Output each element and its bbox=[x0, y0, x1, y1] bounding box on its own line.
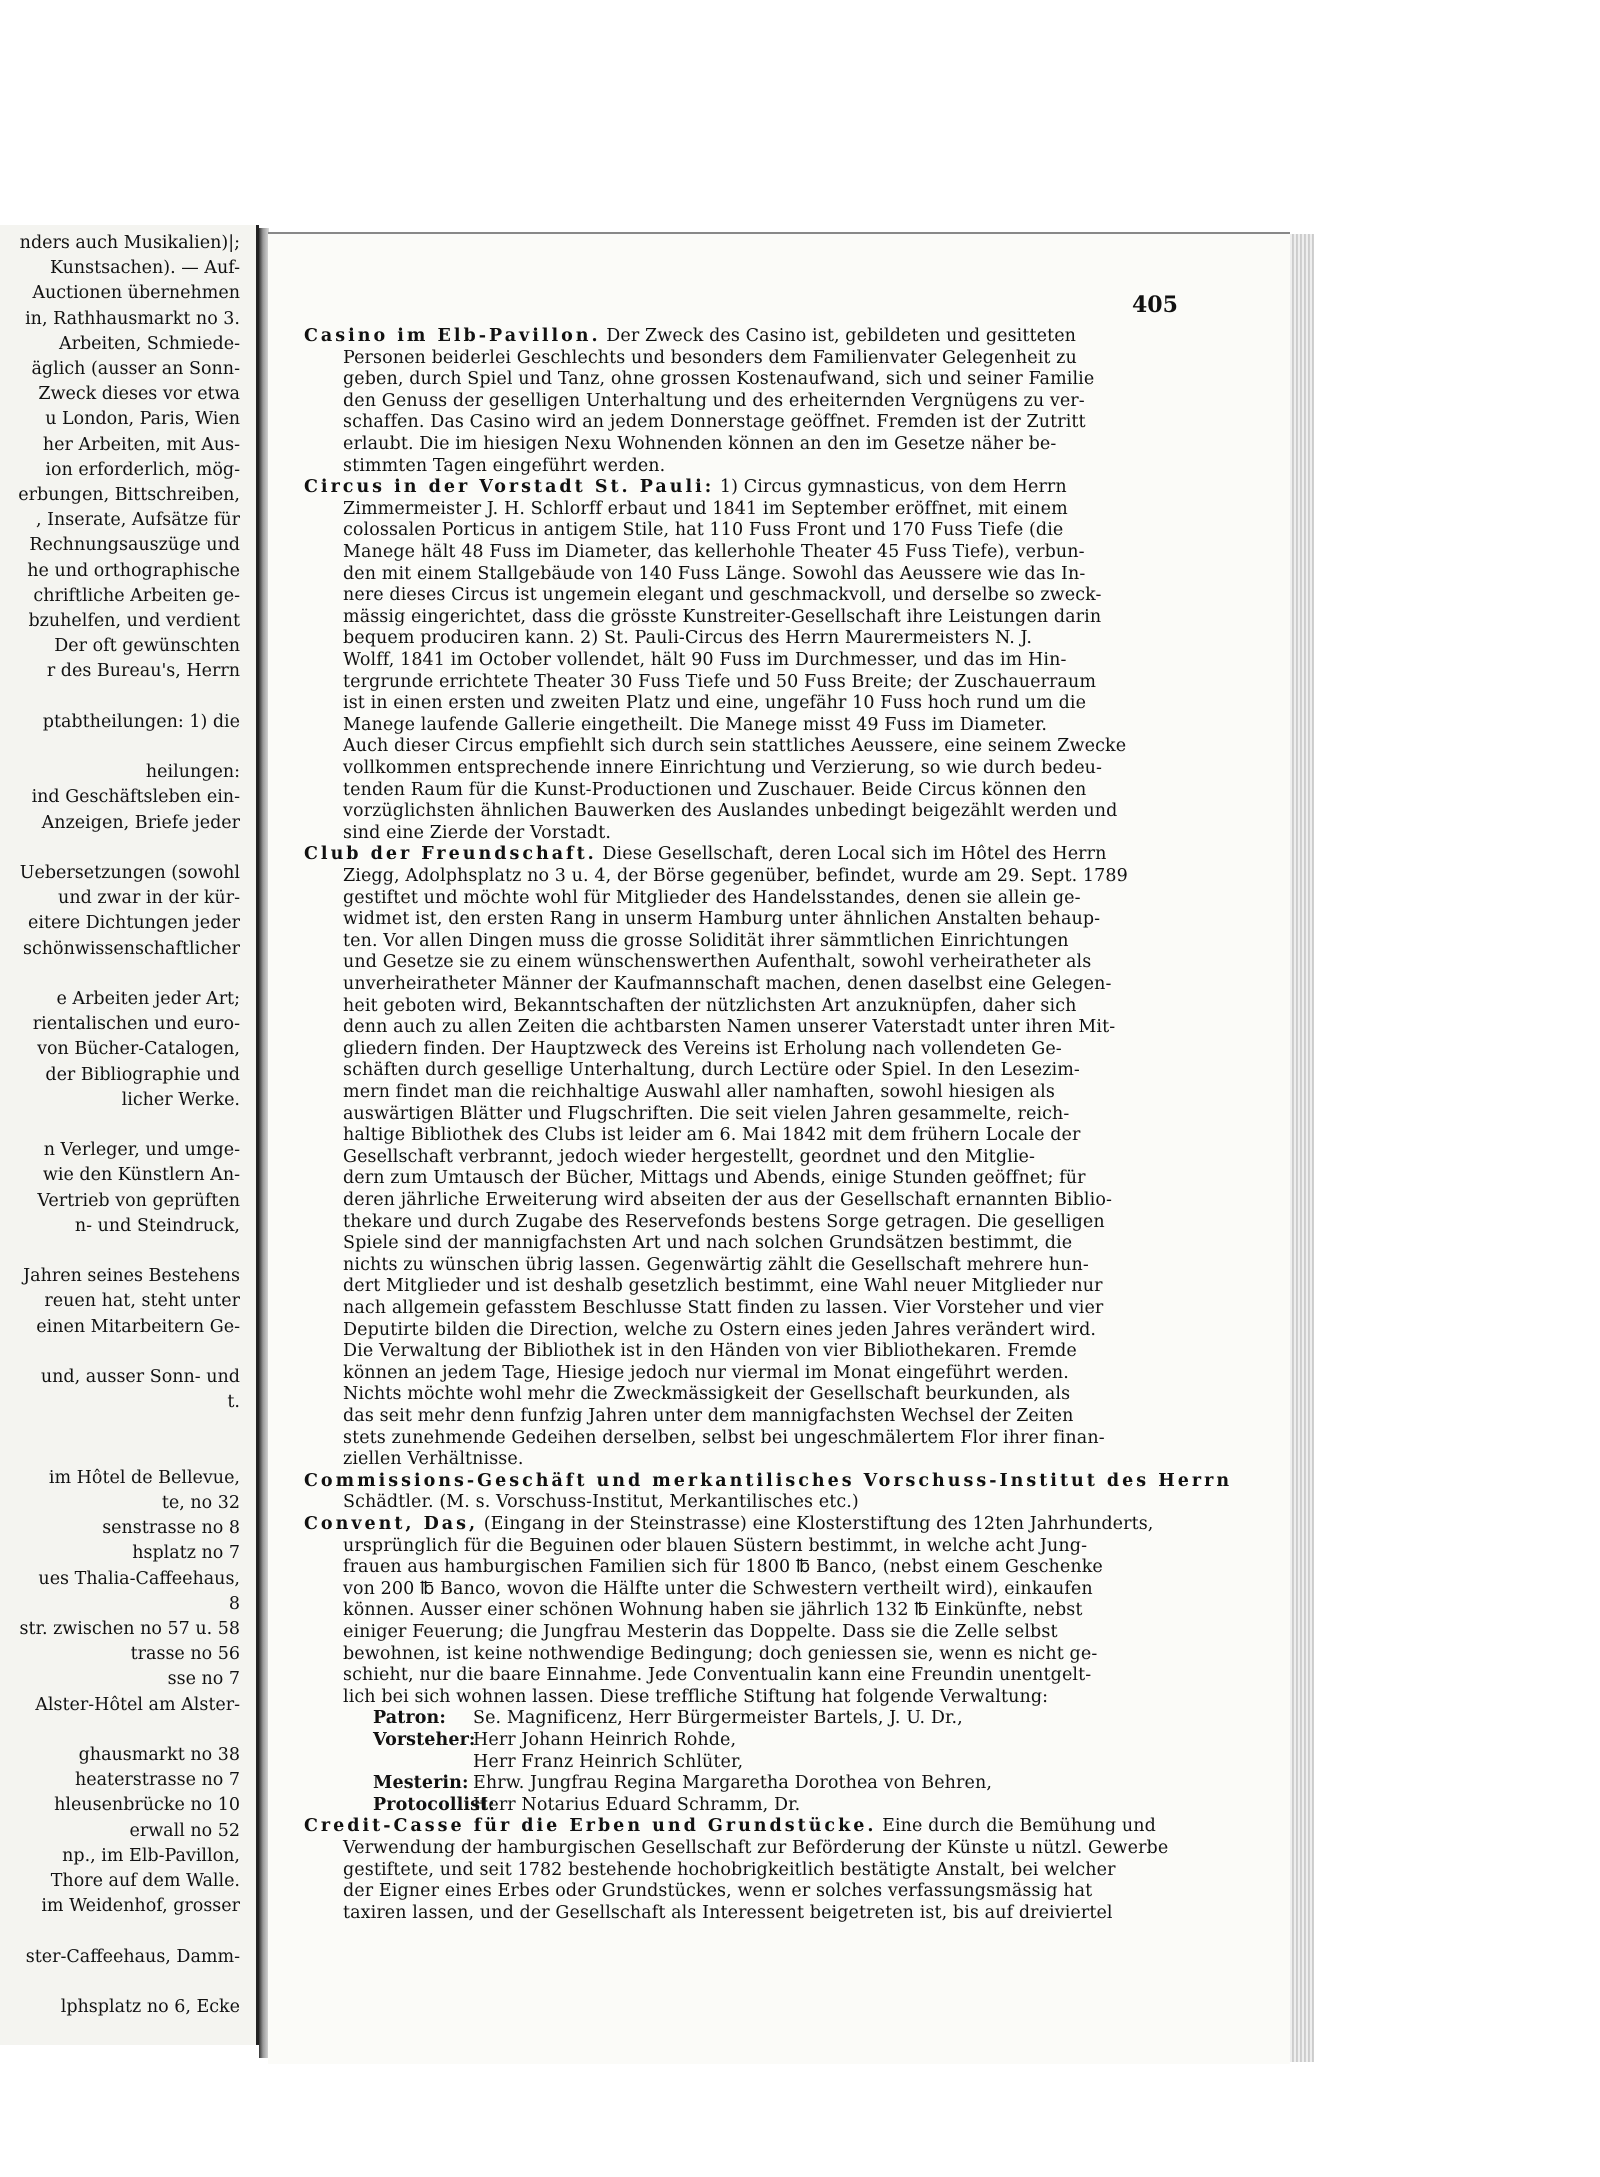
entry-text: gestiftete, und seit 1782 bestehende hochobrigkeitlich bestätigte Anstalt, bei welcher bbox=[343, 1859, 1116, 1880]
left-text-line: hsplatz no 7 bbox=[132, 1543, 240, 1564]
body-text-line bbox=[343, 1233, 1072, 1254]
body-text-line bbox=[343, 434, 1056, 455]
entry-text: bequem produciren kann. 2) St. Pauli-Circus des Herrn Maurermeisters N. J. bbox=[343, 628, 1032, 649]
entry-text: stets zunehmende Gedeihen derselben, selbst bei ungeschmälertem Flor ihrer finan- bbox=[343, 1427, 1105, 1448]
entry-text: Zimmermeister J. H. Schlorff erbaut und 1841 im September eröffnet, mit einem bbox=[343, 498, 1068, 519]
left-text-line: und, ausser Sonn- und bbox=[40, 1367, 240, 1387]
body-text-line bbox=[343, 693, 1086, 714]
body-text-line bbox=[343, 996, 1076, 1017]
body-text-line bbox=[343, 1039, 1062, 1060]
entry-text: Auch dieser Circus empfiehlt sich durch sein stattliches Aeussere, eine seinem Zwecke bbox=[343, 736, 1127, 757]
entry-text: der Eigner eines Erbes oder Grundstückes, wenn er solches verfassungsmässig hat bbox=[343, 1881, 1093, 1902]
entry-text: schäften durch gesellige Unterhaltung, durch Lectüre oder Spiel. In den Lesezim- bbox=[343, 1060, 1080, 1081]
body-text-line bbox=[343, 1363, 1069, 1384]
entry-text: sind eine Zierde der Vorstadt. bbox=[343, 822, 612, 843]
left-text-line: heilungen: bbox=[145, 762, 240, 783]
left-text-line: str. zwischen no 57 u. 58 bbox=[19, 1619, 240, 1639]
body-text-line bbox=[343, 1492, 859, 1513]
entry-text: thekare und durch Zugabe des Reservefonds bestens Sorge getragen. Die geselligen bbox=[343, 1211, 1105, 1232]
left-text-line: u London, Paris, Wien bbox=[45, 409, 240, 430]
entry-text: gliedern finden. Der Hauptzweck des Vereins ist Erholung nach vollendeten Ge- bbox=[343, 1038, 1062, 1059]
entry-text: Wolff, 1841 im October vollendet, hält 90 Fuss im Durchmesser, und das im Hin- bbox=[343, 650, 1067, 670]
body-text-line bbox=[343, 1903, 1113, 1924]
body-text-line bbox=[343, 1795, 800, 1816]
entry-text: nere dieses Circus ist ungemein elegant und geschmackvoll, und derselbe so zweck- bbox=[343, 585, 1102, 606]
body-text-line bbox=[343, 888, 1081, 909]
body-text-line bbox=[343, 823, 611, 844]
body-text-line bbox=[343, 758, 1102, 779]
body-text-line bbox=[343, 1687, 1048, 1708]
body-text-line bbox=[343, 542, 1085, 563]
entry-text: dern zum Umtausch der Bücher, Mittags und Abends, einige Stunden geöffnet; für bbox=[343, 1168, 1086, 1189]
body-text-line bbox=[343, 456, 665, 477]
body-text-line bbox=[343, 1406, 1073, 1427]
body-text-line bbox=[343, 1190, 1112, 1211]
entry-text: mern findet man die reichhaltige Auswahl aller namhaften, sowohl hiesigen als bbox=[343, 1082, 1055, 1102]
entry-text: ten. Vor allen Dingen muss die grosse Solidität ihrer sämmtlichen Einrichtungen bbox=[343, 930, 1069, 951]
body-text-line bbox=[343, 1147, 1035, 1168]
left-text-line: im Weidenhof, grosser bbox=[41, 1896, 240, 1917]
entry-text: heit geboten wird, Bekanntschaften der nützlichsten Art anzuknüpfen, daher sich bbox=[343, 995, 1077, 1016]
entry-text: tergrunde errichtete Theater 30 Fuss Tiefe und 50 Fuss Breite; der Zuschauerraum bbox=[343, 671, 1097, 692]
right-page bbox=[268, 232, 1290, 2064]
left-text-line: erwall no 52 bbox=[129, 1820, 240, 1841]
body-text-line bbox=[343, 1600, 1083, 1621]
left-text-line: der Bibliographie und bbox=[45, 1064, 240, 1085]
body-text-line bbox=[343, 1017, 1115, 1038]
office-label: Vorsteher: bbox=[373, 1730, 476, 1750]
office-label: Patron: bbox=[373, 1708, 446, 1729]
entry-text: lich bei sich wohnen lassen. Diese treffliche Stiftung hat folgende Verwaltung: bbox=[343, 1686, 1049, 1707]
entry-text: tenden Raum für die Kunst-Productionen und Zuschauer. Beide Circus können den bbox=[343, 779, 1087, 800]
left-text-line: Anzeigen, Briefe jeder bbox=[41, 812, 240, 833]
left-text-line: von Bücher-Catalogen, bbox=[37, 1039, 240, 1060]
entry-text: Diese Gesellschaft, deren Local sich im Hôtel des Herrn bbox=[596, 844, 1107, 865]
entry-text: Ehrw. Jungfrau Regina Margaretha Dorothea von Behren, bbox=[473, 1773, 993, 1794]
entry-text: Der Zweck des Casino ist, gebildeten und gesitteten bbox=[600, 326, 1077, 346]
body-text-line bbox=[343, 499, 1068, 520]
left-text-line: Uebersetzungen (sowohl bbox=[19, 863, 240, 883]
left-text-line: reuen hat, steht unter bbox=[44, 1291, 240, 1312]
entry-heading: Credit-Casse für die Erben und Grundstücke. bbox=[304, 1816, 877, 1837]
entry-text: schieht, nur die baare Einnahme. Jede Conventualin kann eine Freundin unentgelt- bbox=[343, 1665, 1092, 1686]
entry-heading: Club der Freundschaft. bbox=[304, 844, 597, 865]
left-text-line: her Arbeiten, mit Aus- bbox=[42, 434, 240, 455]
entry-heading: Commissions-Geschäft und merkantilisches Vorschuss-Institut des Herrn bbox=[304, 1470, 1233, 1491]
body-text-line bbox=[343, 1881, 1092, 1902]
left-text-line: im Hôtel de Bellevue, bbox=[48, 1467, 240, 1488]
office-label: Mesterin: bbox=[373, 1773, 469, 1794]
left-text-line: Alster-Hôtel am Alster- bbox=[35, 1694, 240, 1715]
entry-text: Manege laufende Gallerie eingetheilt. Die Manege misst 49 Fuss im Diameter. bbox=[343, 714, 1048, 735]
left-text-line: in, Rathhausmarkt no 3. bbox=[25, 308, 240, 329]
left-text-line: e Arbeiten jeder Art; bbox=[56, 989, 240, 1009]
body-text-line bbox=[343, 1838, 1168, 1859]
body-text-line bbox=[343, 974, 1112, 995]
body-text-line bbox=[343, 348, 1077, 369]
entry-text: deren jährliche Erweiterung wird abseiten der aus der Gesellschaft ernannten Biblio- bbox=[343, 1190, 1112, 1210]
left-text-line: erbungen, Bittschreiben, bbox=[18, 485, 240, 505]
body-text-line bbox=[343, 715, 1047, 736]
entry-text: Ziegg, Adolphsplatz no 3 u. 4, der Börse gegenüber, befindet, wurde am 29. Sept. 1789 bbox=[343, 866, 1128, 886]
body-text-line bbox=[304, 326, 1076, 347]
entry-text: ursprünglich für die Beguinen oder blauen Süstern bestimmt, in welche acht Jung- bbox=[343, 1535, 1088, 1556]
body-text-line bbox=[304, 1816, 1156, 1837]
body-text-line bbox=[343, 391, 1085, 412]
body-text-line bbox=[343, 931, 1069, 952]
entry-text: stimmten Tagen eingeführt werden. bbox=[343, 455, 666, 476]
entry-text: geben, durch Spiel und Tanz, ohne grossen Kostenaufwand, sich und seiner Familie bbox=[343, 369, 1095, 390]
left-text-line: , Inserate, Aufsätze für bbox=[35, 510, 240, 531]
body-text-line bbox=[343, 1168, 1086, 1189]
entry-text: ist in einen ersten und zweiten Platz und eine, ungefähr 10 Fuss hoch rund um die bbox=[343, 693, 1087, 714]
body-text-line bbox=[304, 1471, 1232, 1492]
left-text-line: Jahren seines Bestehens bbox=[23, 1266, 240, 1287]
entry-text: Schädtler. (M. s. Vorschuss-Institut, Merkantilisches etc.) bbox=[343, 1492, 859, 1513]
left-text-line: wie den Künstlern An- bbox=[42, 1165, 240, 1186]
entry-text: von 200 ℔ Banco, wovon die Hälfte unter die Schwestern vertheilt wird), einkaufen bbox=[343, 1578, 1093, 1599]
body-text-line bbox=[343, 801, 1117, 822]
entry-text: Eine durch die Bemühung und bbox=[876, 1816, 1156, 1837]
left-text-line: he und orthographische bbox=[27, 560, 240, 581]
body-text-line bbox=[343, 369, 1094, 390]
body-text-line bbox=[343, 1212, 1105, 1233]
body-text-line bbox=[304, 1514, 1153, 1535]
entry-heading: Convent, Das, bbox=[304, 1514, 479, 1534]
body-text-line bbox=[343, 1730, 736, 1751]
body-text-line bbox=[343, 520, 1063, 541]
entry-text: Herr Notarius Eduard Schramm, Dr. bbox=[473, 1794, 801, 1815]
left-text-line: einen Mitarbeitern Ge- bbox=[36, 1316, 240, 1337]
body-text-line bbox=[343, 1536, 1087, 1557]
body-text-line bbox=[343, 1622, 1058, 1643]
entry-text: Nichts möchte wohl mehr die Zweckmässigkeit der Gesellschaft beurkunden, als bbox=[343, 1384, 1071, 1405]
body-text-line bbox=[343, 1752, 743, 1773]
entry-text: Verwendung der hamburgischen Gesellschaft zur Beförderung der Künste u nützl. Gewerbe bbox=[343, 1838, 1169, 1858]
body-text-line bbox=[343, 1449, 524, 1470]
entry-text: Se. Magnificenz, Herr Bürgermeister Bartels, J. U. Dr., bbox=[473, 1708, 963, 1729]
left-text-line: Arbeiten, Schmiede- bbox=[58, 333, 240, 354]
body-text-line bbox=[343, 1579, 1093, 1600]
body-text-line bbox=[343, 1773, 992, 1794]
left-text-line: Thore auf dem Walle. bbox=[50, 1871, 240, 1891]
body-text-line bbox=[343, 564, 1085, 585]
entry-text: unverheiratheter Männer der Kaufmannschaft machen, denen daselbst eine Gelegen- bbox=[343, 974, 1112, 994]
entry-text: einiger Feuerung; die Jungfrau Mesterin das Doppelte. Dass sie die Zelle selbst bbox=[343, 1622, 1058, 1642]
entry-text: Die Verwaltung der Bibliothek ist in den Händen von vier Bibliothekaren. Fremde bbox=[343, 1341, 1077, 1362]
entry-text: ziellen Verhältnisse. bbox=[343, 1449, 524, 1470]
entry-text: vorzüglichsten ähnlichen Bauwerken des Auslandes unbedingt beigezählt werden und bbox=[343, 801, 1118, 822]
entry-text: und Gesetze sie zu einem wünschenswerthen Aufenthalt, sowohl verheiratheter als bbox=[343, 952, 1092, 973]
body-text-line bbox=[343, 1255, 1089, 1276]
left-text-line: heaterstrasse no 7 bbox=[74, 1770, 240, 1791]
left-text-line: trasse no 56 bbox=[130, 1644, 240, 1665]
body-text-line bbox=[343, 1320, 1096, 1341]
entry-text: 1) Circus gymnasticus, von dem Herrn bbox=[714, 477, 1067, 498]
left-text-line: nders auch Musikalien)|; bbox=[19, 233, 240, 253]
entry-text: können. Ausser einer schönen Wohnung haben sie jährlich 132 ℔ Einkünfte, nebst bbox=[343, 1600, 1083, 1621]
body-text-line bbox=[343, 736, 1126, 757]
entry-text: Manege hält 48 Fuss im Diameter, das kellerhohle Theater 45 Fuss Tiefe), verbun- bbox=[343, 542, 1085, 562]
entry-text: das seit mehr denn funfzig Jahren unter dem mannigfachsten Wechsel der Zeiten bbox=[343, 1406, 1074, 1426]
office-label: Protocollist: bbox=[373, 1794, 495, 1815]
entry-text: auswärtigen Blätter und Flugschriften. Die seit vielen Jahren gesammelte, reich- bbox=[343, 1103, 1070, 1124]
body-text-line bbox=[343, 1104, 1069, 1125]
body-text-line bbox=[343, 1665, 1091, 1686]
left-text-line: n Verleger, und umge- bbox=[43, 1140, 240, 1161]
left-text-line: t. bbox=[227, 1392, 240, 1413]
body-text-line bbox=[343, 1557, 1103, 1578]
body-text-line bbox=[343, 1428, 1105, 1449]
body-text-line bbox=[343, 1341, 1077, 1362]
left-text-line: 8 bbox=[228, 1593, 240, 1614]
entry-text: mässig eingerichtet, dass die grösste Kunstreiter-Gesellschaft ihre Leistungen darin bbox=[343, 606, 1102, 627]
entry-text: Herr Franz Heinrich Schlüter, bbox=[473, 1751, 744, 1772]
body-text-line bbox=[343, 672, 1096, 693]
entry-text: den mit einem Stallgebäude von 140 Fuss Länge. Sowohl das Aeussere wie das In- bbox=[343, 563, 1086, 584]
entry-text: colossalen Porticus in antigem Stile, hat 110 Fuss Front und 170 Fuss Tiefe (die bbox=[343, 520, 1064, 541]
entry-text: erlaubt. Die im hiesigen Nexu Wohnenden können an den im Gesetze näher be- bbox=[343, 434, 1057, 454]
left-text-line: bzuhelfen, und verdient bbox=[28, 611, 240, 631]
body-text-line bbox=[343, 780, 1086, 801]
body-text-line bbox=[304, 477, 1067, 498]
body-text-line bbox=[343, 909, 1100, 930]
body-text-line bbox=[343, 866, 1128, 887]
left-text-line: senstrasse no 8 bbox=[102, 1518, 240, 1539]
entry-text: Spiele sind der mannigfachsten Art und nach solchen Grundsätzen bestimmt, die bbox=[343, 1233, 1073, 1254]
left-text-line: r des Bureau's, Herrn bbox=[46, 661, 240, 682]
body-text-line bbox=[343, 412, 1086, 433]
entry-text: gestiftet und möchte wohl für Mitglieder des Handelsstandes, denen sie allein ge- bbox=[343, 887, 1081, 908]
body-text-line bbox=[343, 1060, 1080, 1081]
entry-text: vollkommen entsprechende innere Einrichtung und Verzierung, so wie durch bedeu- bbox=[343, 758, 1103, 778]
entry-heading: Casino im Elb-Pavillon. bbox=[304, 326, 601, 346]
entry-text: nach allgemein gefasstem Beschlusse Statt finden zu lassen. Vier Vorsteher und vier bbox=[343, 1298, 1104, 1318]
body-text-line bbox=[343, 952, 1091, 973]
entry-text: haltige Bibliothek des Clubs ist leider am 6. Mai 1842 mit dem frühern Locale der bbox=[343, 1125, 1081, 1146]
entry-text: denn auch zu allen Zeiten die achtbarsten Namen unserer Vaterstadt unter ihren Mit- bbox=[343, 1017, 1116, 1038]
left-text-line: Rechnungsauszüge und bbox=[29, 535, 240, 556]
left-text-line: lphsplatz no 6, Ecke bbox=[60, 1997, 240, 2017]
left-text-line: np., im Elb-Pavillon, bbox=[62, 1845, 240, 1866]
left-text-line: ind Geschäftsleben ein- bbox=[31, 787, 240, 808]
left-text-line: ptabtheilungen: 1) die bbox=[42, 711, 240, 732]
left-text-line: chriftliche Arbeiten ge- bbox=[33, 585, 240, 606]
entry-text: Personen beiderlei Geschlechts und besonders dem Familienvater Gelegenheit zu bbox=[343, 347, 1077, 368]
page-edges bbox=[1290, 234, 1314, 2062]
body-text-line bbox=[343, 585, 1102, 606]
body-text-line bbox=[343, 1644, 1097, 1665]
body-text-line bbox=[343, 628, 1032, 649]
body-text-line bbox=[343, 1384, 1070, 1405]
left-text-line: n- und Steindruck, bbox=[74, 1215, 240, 1236]
body-text-line bbox=[304, 844, 1106, 865]
left-text-line: sse no 7 bbox=[167, 1669, 240, 1690]
entry-text: widmet ist, den ersten Rang in unserm Hamburg unter ähnlichen Anstalten behaup- bbox=[343, 909, 1101, 930]
entry-text: bewohnen, ist keine nothwendige Bedingung; doch geniessen sie, wenn es nicht ge- bbox=[343, 1643, 1098, 1664]
body-text-line bbox=[343, 607, 1101, 628]
body-text-line bbox=[343, 1276, 1103, 1297]
left-text-line: ues Thalia-Caffeehaus, bbox=[38, 1568, 240, 1589]
left-text-line: rientalischen und euro- bbox=[32, 1014, 240, 1035]
entry-text: Gesellschaft verbrannt, jedoch wieder hergestellt, geordnet und den Mitglie- bbox=[343, 1146, 1035, 1167]
entry-text: den Genuss der geselligen Unterhaltung und des erheiternden Vergnügens zu ver- bbox=[343, 390, 1085, 411]
left-text-line: hleusenbrücke no 10 bbox=[54, 1795, 240, 1816]
entry-text: (Eingang in der Steinstrasse) eine Klosterstiftung des 12ten Jahrhunderts, bbox=[478, 1514, 1154, 1534]
entry-text: Herr Johann Heinrich Rohde, bbox=[473, 1730, 737, 1750]
left-text-line: ster-Caffeehaus, Damm- bbox=[25, 1946, 240, 1967]
entry-text: Deputirte bilden die Direction, welche zu Ostern eines jeden Jahres verändert wird. bbox=[343, 1319, 1097, 1340]
body-text-line bbox=[343, 1708, 963, 1729]
left-page bbox=[0, 225, 259, 2045]
body-text-line bbox=[343, 1082, 1055, 1103]
body-text-line bbox=[343, 650, 1066, 671]
left-text-line: schönwissenschaftlicher bbox=[22, 938, 240, 959]
entry-text: können an jedem Tage, Hiesige jedoch nur viermal im Monat eingeführt werden. bbox=[343, 1362, 1069, 1383]
body-text-line bbox=[343, 1860, 1116, 1881]
entry-heading: Circus in der Vorstadt St. Pauli: bbox=[304, 477, 715, 498]
left-text-line: Vertrieb von geprüften bbox=[37, 1190, 240, 1211]
entry-text: schaffen. Das Casino wird an jedem Donnerstage geöffnet. Fremden ist der Zutritt bbox=[343, 412, 1086, 433]
left-text-line: Der oft gewünschten bbox=[54, 636, 240, 657]
entry-text: dert Mitglieder und ist deshalb gesetzlich bestimmt, eine Wahl neuer Mitglieder nur bbox=[343, 1276, 1103, 1297]
left-text-line: Auctionen übernehmen bbox=[32, 283, 240, 304]
left-text-line: te, no 32 bbox=[161, 1493, 240, 1513]
entry-text: frauen aus hamburgischen Familien sich für 1800 ℔ Banco, (nebst einem Geschenke bbox=[343, 1557, 1103, 1578]
entry-text: nichts zu wünschen übrig lassen. Gegenwärtig zählt die Gesellschaft mehrere hun- bbox=[343, 1254, 1089, 1275]
left-text-line: eitere Dichtungen jeder bbox=[28, 913, 240, 934]
left-text-line: Zweck dieses vor etwa bbox=[38, 384, 240, 405]
left-text-line: Kunstsachen). — Auf- bbox=[49, 258, 240, 279]
left-text-line: ghausmarkt no 38 bbox=[78, 1745, 240, 1765]
left-text-line: und zwar in der kür- bbox=[58, 888, 240, 909]
entry-text: taxiren lassen, und der Gesellschaft als Interessent beigetreten ist, bis auf dreiviertel bbox=[343, 1902, 1113, 1923]
page-number: 405 bbox=[1132, 292, 1178, 318]
left-text-line: licher Werke. bbox=[121, 1089, 240, 1110]
body-text-line bbox=[343, 1298, 1103, 1319]
left-text-line: ion erforderlich, mög- bbox=[45, 459, 240, 480]
body-text-line bbox=[343, 1125, 1080, 1146]
left-text-line: äglich (ausser an Sonn- bbox=[31, 359, 240, 379]
